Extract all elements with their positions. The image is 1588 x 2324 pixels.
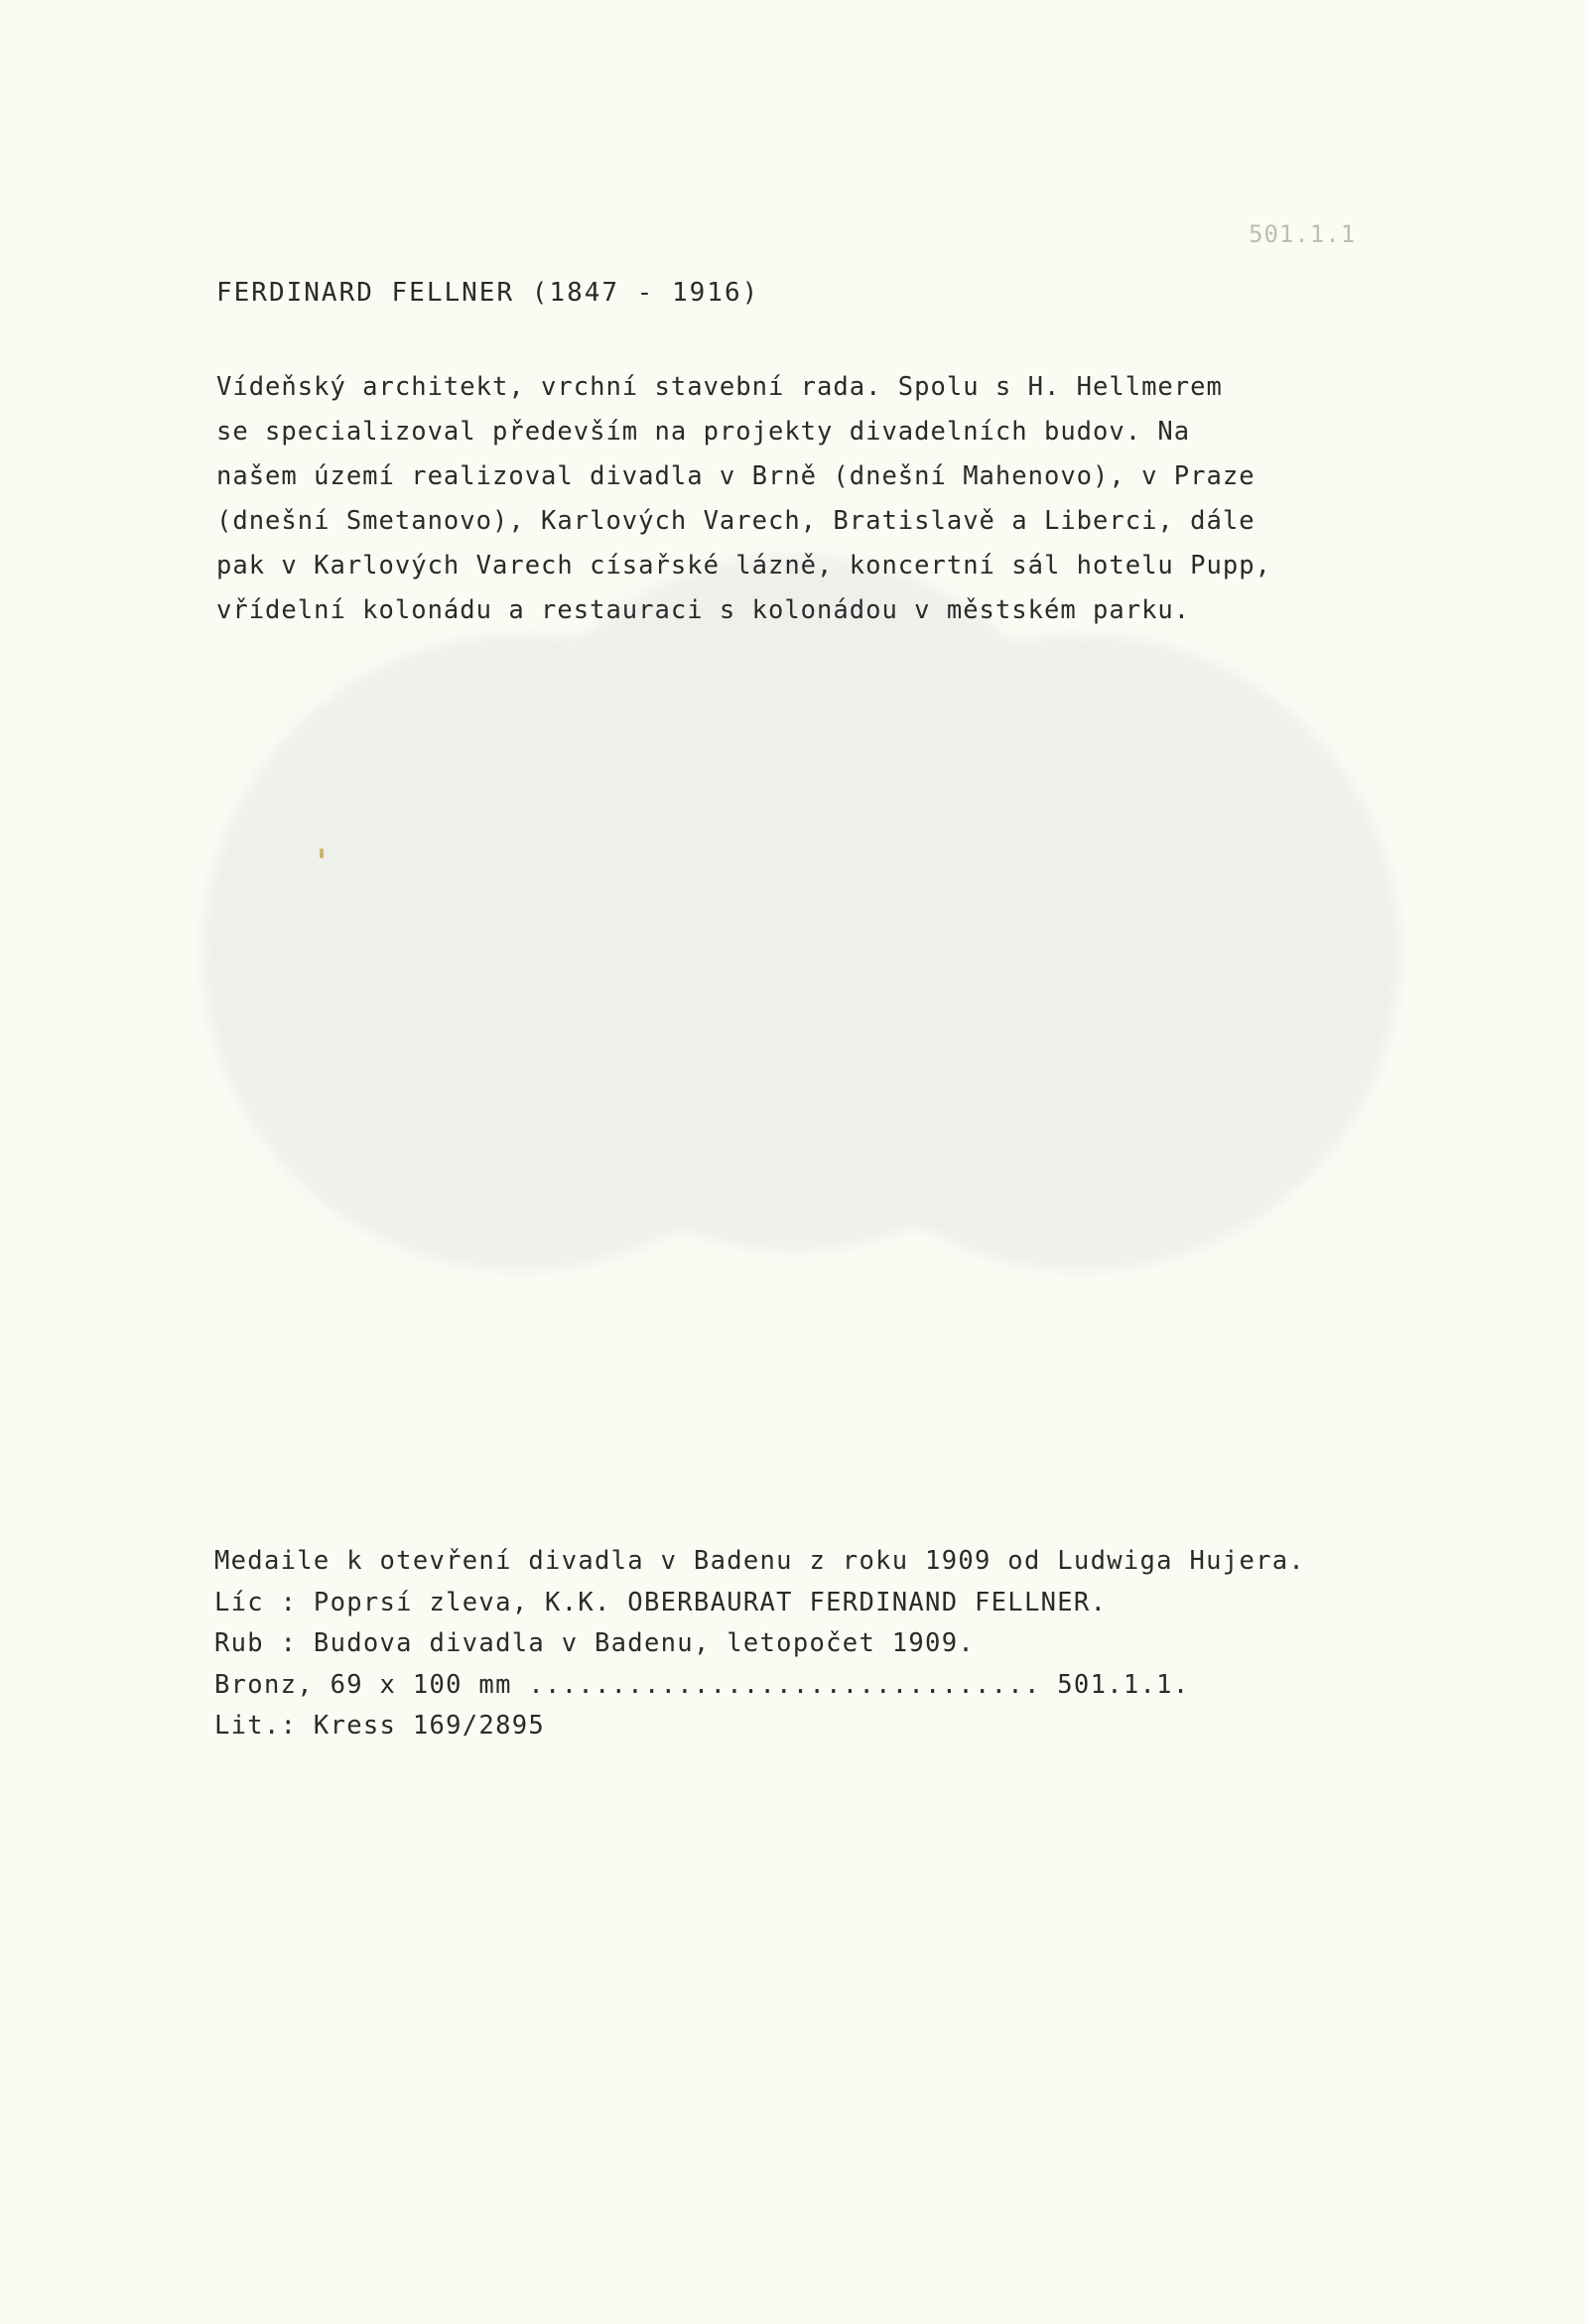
document-title: FERDINARD FELLNER (1847 - 1916) [216,278,760,308]
medal-caption: Medaile k otevření divadla v Badenu z roku 1909 od Ludwiga Hujera. [214,1546,1306,1576]
paper-spot [320,848,324,858]
bio-line: vřídelní kolonádu a restauraci s kolonádou v městském parku. [216,595,1191,625]
bio-line: (dnešní Smetanovo), Karlových Varech, Bratislavě a Liberci, dále [216,506,1256,536]
obverse-line: Líc : Poprsí zleva, K.K. OBERBAURAT FERDINAND FELLNER. [214,1587,1108,1617]
show-through-medal-center [466,556,1122,1250]
bio-line: našem území realizoval divadla v Brně (dnešní Mahenovo), v Praze [216,461,1256,491]
biography-paragraph [216,365,1388,633]
bio-line: Vídeňský architekt, vrchní stavební rada. Spolu s H. Hellmerem [216,372,1223,402]
material-size-line: Bronz, 69 x 100 mm ............................... 501.1.1. [214,1669,1190,1700]
bio-line: se specializoval především na projekty divadelních budov. Na [216,417,1191,447]
literature-line: Lit.: Kress 169/2895 [214,1711,546,1741]
medal-description [214,1541,1305,1747]
page-number: 501.1.1 [1249,220,1357,248]
bio-line: pak v Karlových Varech císařské lázně, koncertní sál hotelu Pupp, [216,551,1271,581]
reverse-line: Rub : Budova divadla v Badenu, letopočet 1909. [214,1628,976,1658]
